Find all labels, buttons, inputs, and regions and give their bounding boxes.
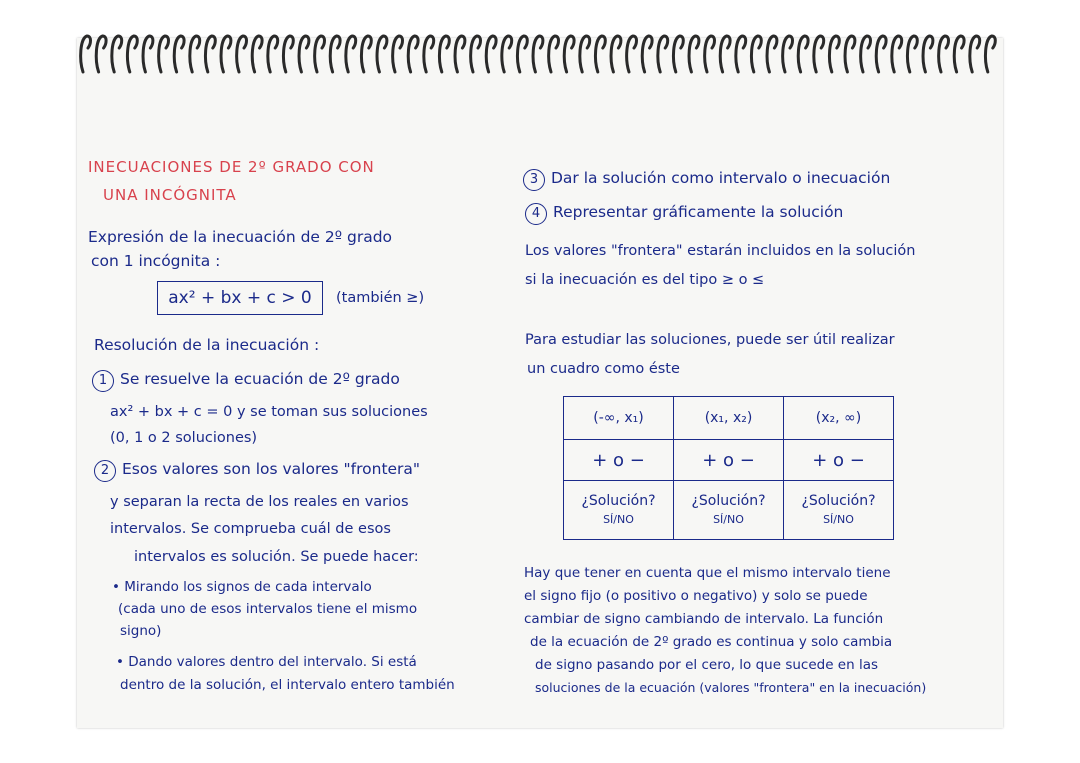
step3: [523, 169, 890, 191]
spiral-coil: [283, 36, 293, 72]
spiral-coil: [861, 36, 871, 72]
yes-no-label: SÍ/NO: [713, 512, 744, 526]
spiral-coil: [736, 36, 746, 72]
formula-text: ax² + bx + c > 0: [168, 288, 312, 308]
step1-line3: (0, 1 o 2 soluciones): [110, 430, 258, 446]
formula-box: [157, 281, 323, 315]
spiral-coil: [954, 36, 964, 72]
spiral-coil: [439, 36, 449, 72]
spiral-coil: [221, 36, 231, 72]
step3-text: Dar la solución como intervalo o inecuación: [551, 169, 891, 187]
step1-line2: ax² + bx + c = 0 y se toman sus soluciones: [110, 404, 428, 420]
step2-line1: [94, 460, 420, 482]
spiral-coil: [658, 36, 668, 72]
spiral-coil: [705, 36, 715, 72]
spiral-coil: [502, 36, 512, 72]
study-line1: Para estudiar las soluciones, puede ser útil realizar: [525, 332, 895, 348]
interval-cell: (-∞, x₁): [564, 397, 674, 440]
spiral-coil: [377, 36, 387, 72]
formula-note: (también ≥): [336, 290, 425, 306]
spiral-coil: [939, 36, 949, 72]
spiral-coil: [190, 36, 200, 72]
spiral-coil: [455, 36, 465, 72]
bullet1-line1: • Mirando los signos de cada intervalo: [112, 579, 372, 595]
step3-number-badge: 3: [523, 169, 545, 191]
spiral-coil: [315, 36, 325, 72]
spiral-coil: [112, 36, 122, 72]
frontier-line2: si la inecuación es del tipo ≥ o ≤: [525, 272, 765, 288]
yes-no-label: SÍ/NO: [603, 512, 634, 526]
paragraph-line6: soluciones de la ecuación (valores "frontera" en la inecuación): [535, 680, 927, 695]
spiral-coil: [611, 36, 621, 72]
spiral-coil: [814, 36, 824, 72]
frontier-line1: Los valores "frontera" estarán incluidos en la solución: [525, 243, 916, 259]
spiral-coil: [923, 36, 933, 72]
step4-text: Representar gráficamente la solución: [553, 203, 844, 221]
spiral-binding: [77, 30, 1003, 78]
paragraph-line4: de la ecuación de 2º grado es continua y solo cambia: [530, 634, 893, 650]
solution-cell: [784, 481, 894, 540]
spiral-coil: [767, 36, 777, 72]
intro-line1: Expresión de la inecuación de 2º grado: [88, 228, 393, 246]
step2-line3: intervalos. Se comprueba cuál de esos: [110, 521, 391, 537]
step4: [525, 203, 843, 225]
page-title-line2: UNA INCÓGNITA: [103, 186, 237, 204]
spiral-coil: [892, 36, 902, 72]
spiral-coil: [361, 36, 371, 72]
solution-question: ¿Solución?: [581, 492, 656, 509]
paragraph-line5: de signo pasando por el cero, lo que sucede en las: [535, 657, 879, 673]
paragraph-line3: cambiar de signo cambiando de intervalo. La función: [524, 611, 884, 627]
study-line2: un cuadro como éste: [527, 361, 680, 377]
spiral-coil: [471, 36, 481, 72]
spiral-coil: [81, 36, 91, 72]
spiral-coil: [845, 36, 855, 72]
spiral-coil: [907, 36, 917, 72]
solution-cell: [674, 481, 784, 540]
interval-cell: (x₁, x₂): [674, 397, 784, 440]
spiral-coil: [564, 36, 574, 72]
spiral-coil: [205, 36, 215, 72]
resolution-heading: Resolución de la inecuación :: [94, 336, 320, 354]
yes-no-label: SÍ/NO: [823, 512, 854, 526]
spiral-coil: [783, 36, 793, 72]
spiral-coil: [751, 36, 761, 72]
spiral-coil: [127, 36, 137, 72]
spiral-coil: [96, 36, 106, 72]
table-row-signs: [564, 440, 894, 481]
step2-line2: y separan la recta de los reales en varios: [110, 494, 409, 510]
spiral-coil: [517, 36, 527, 72]
bullet1-line3: signo): [120, 623, 162, 639]
intro-line2: con 1 incógnita :: [91, 252, 221, 270]
solution-question: ¿Solución?: [691, 492, 766, 509]
bullet2-line1: • Dando valores dentro del intervalo. Si está: [116, 654, 417, 670]
spiral-coil: [689, 36, 699, 72]
spiral-coil: [159, 36, 169, 72]
step2-number-badge: 2: [94, 460, 116, 482]
step2-line4: intervalos es solución. Se puede hacer:: [134, 549, 419, 565]
spiral-coil: [580, 36, 590, 72]
step1-text: Se resuelve la ecuación de 2º grado: [120, 370, 400, 388]
bullet1-line2: (cada uno de esos intervalos tiene el mismo: [118, 601, 418, 617]
spiral-coil: [720, 36, 730, 72]
spiral-coil: [268, 36, 278, 72]
spiral-coil: [299, 36, 309, 72]
spiral-coil: [627, 36, 637, 72]
spiral-coil: [970, 36, 980, 72]
paragraph-line2: el signo fijo (o positivo o negativo) y solo se puede: [524, 588, 868, 604]
sign-table: [563, 396, 894, 540]
bullet2-line2: dentro de la solución, el intervalo entero también: [120, 677, 455, 693]
solution-question: ¿Solución?: [801, 492, 876, 509]
spiral-coil: [985, 36, 995, 72]
spiral-coil: [393, 36, 403, 72]
solution-cell: [564, 481, 674, 540]
spiral-coil: [486, 36, 496, 72]
interval-cell: (x₂, ∞): [784, 397, 894, 440]
sign-cell: + o −: [674, 440, 784, 481]
table-row-intervals: [564, 397, 894, 440]
spiral-coil: [549, 36, 559, 72]
step2-text: Esos valores son los valores "frontera": [122, 460, 421, 478]
spiral-coil: [174, 36, 184, 72]
step1-line1: [92, 370, 400, 392]
spiral-coil: [533, 36, 543, 72]
sign-cell: + o −: [784, 440, 894, 481]
spiral-coil: [798, 36, 808, 72]
step4-number-badge: 4: [525, 203, 547, 225]
spiral-coil: [143, 36, 153, 72]
spiral-coil: [330, 36, 340, 72]
sign-cell: + o −: [564, 440, 674, 481]
spiral-coil: [876, 36, 886, 72]
spiral-coil: [346, 36, 356, 72]
spiral-coil: [408, 36, 418, 72]
page-title-line1: INECUACIONES DE 2º GRADO CON: [88, 158, 375, 176]
spiral-coil: [595, 36, 605, 72]
spiral-coil: [252, 36, 262, 72]
spiral-coil: [673, 36, 683, 72]
spiral-coil: [642, 36, 652, 72]
spiral-coil: [829, 36, 839, 72]
spiral-coil: [424, 36, 434, 72]
step1-number-badge: 1: [92, 370, 114, 392]
table-row-solution: [564, 481, 894, 540]
spiral-coil: [237, 36, 247, 72]
paragraph-line1: Hay que tener en cuenta que el mismo intervalo tiene: [524, 565, 891, 581]
